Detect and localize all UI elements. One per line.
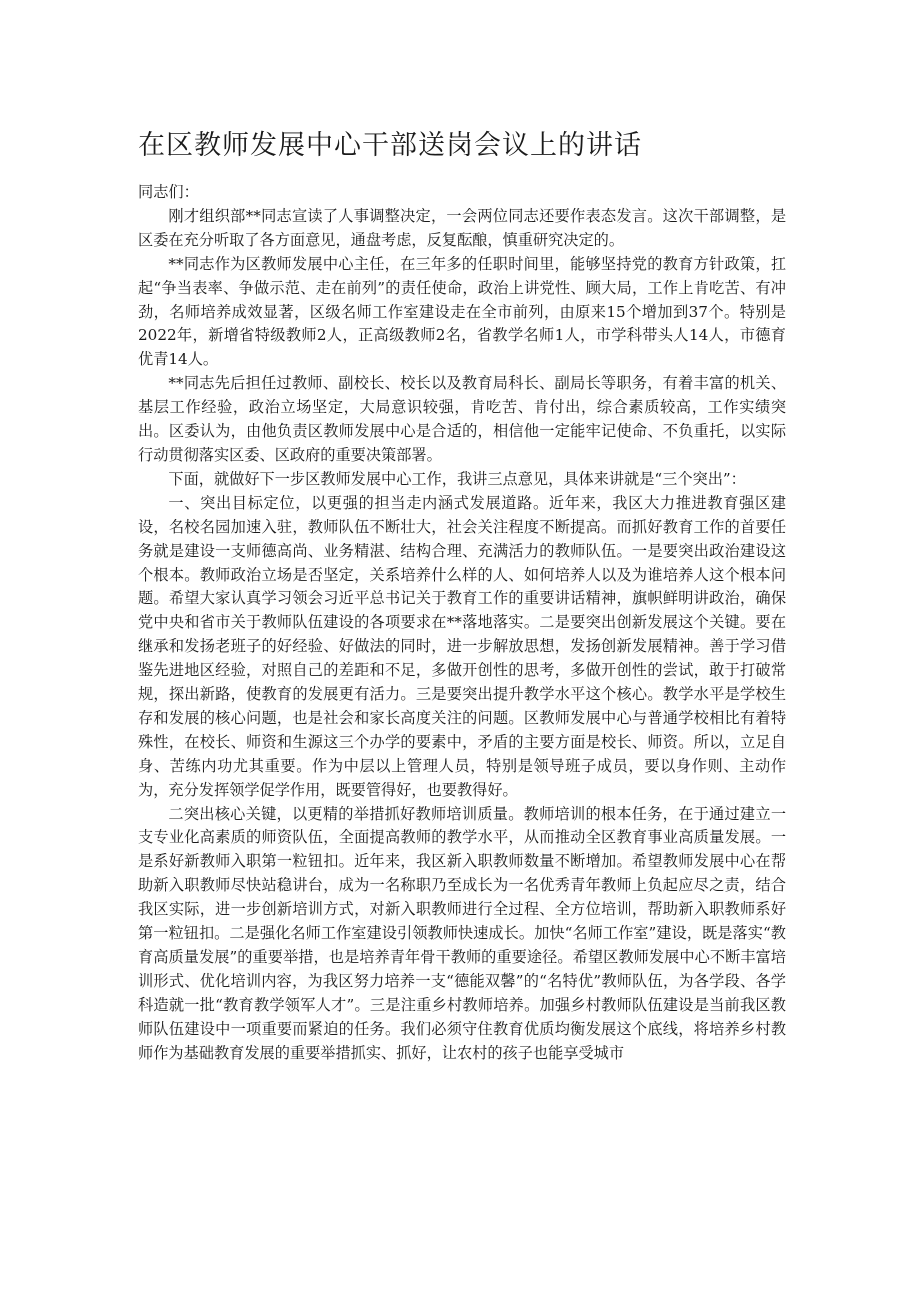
salutation: 同志们： <box>138 183 199 201</box>
paragraph-1: 刚才组织部**同志宣读了人事调整决定，一会两位同志还要作表态发言。这次干部调整，是区委在充分听取了各方面意见，通盘考虑，反复酝酿，慎重研究决定的。 <box>138 206 786 249</box>
document-title: 在区教师发展中心干部送岗会议上的讲话 <box>138 130 642 161</box>
paragraph-4: 下面，就做好下一步区教师发展中心工作，我讲三点意见，具体来讲就是“三个突出”： <box>168 469 746 488</box>
paragraph-2: **同志作为区教师发展中心主任，在三年多的任职时间里，能够坚持党的教育方针政策，扛起“争当表率、争做示范、走在前列”的责任使命，政治上讲党性、顾大局，工作上肯吃苦、有冲劲，名师培养成效显著，区级名师工作室建设走在全市前列，由原来15个增加到37个。特别是2022年，新增省特级教师2人，正高级教师2名，省教学名师1人，市学科带头人14人，市德育优青14人。 <box>138 254 786 369</box>
document-body <box>138 181 786 1066</box>
paragraph-6: 二突出核心关键，以更精的举措抓好教师培训质量。教师培训的根本任务，在于通过建立一支专业化高素质的师资队伍，全面提高教师的教学水平，从而推动全区教育事业高质量发展。一是系好新教师入职第一粒钮扣。近年来，我区新入职教师数量不断增加。希望教师发展中心在帮助新入职教师尽快站稳讲台，成为一名称职乃至成长为一名优秀青年教师上负起应尽之责，结合我区实际，进一步创新培训方式，对新入职教师进行全过程、全方位培训，帮助新入职教师系好第一粒钮扣。二是强化名师工作室建设引领教师快速成长。加快“名师工作室”建设，既是落实“教育高质量发展”的重要举措，也是培养青年骨干教师的重要途径。希望区教师发展中心不断丰富培训形式、优化培训内容，为我区努力培养一支“德能双馨”的“名特优”教师队伍，为各学段、各学科造就一批“教育教学领军人才”。三是注重乡村教师培养。加强乡村教师队伍建设是当前我区教师队伍建设中一项重要而紧迫的任务。我们必须守住教育优质均衡发展这个底线，将培养乡村教师作为基础教育发展的重要举措抓实、抓好，让农村的孩子也能享受城市 <box>138 804 786 1062</box>
paragraph-3: **同志先后担任过教师、副校长、校长以及教育局科长、副局长等职务，有着丰富的机关、基层工作经验，政治立场坚定，大局意识较强，肯吃苦、肯付出，综合素质较高，工作实绩突出。区委认为，由他负责区教师发展中心是合适的，相信他一定能牢记使命、不负重托，以实际行动贯彻落实区委、区政府的重要决策部署。 <box>138 374 786 464</box>
paragraph-5: 一、突出目标定位，以更强的担当走内涵式发展道路。近年来，我区大力推进教育强区建设，名校名园加速入驻，教师队伍不断壮大，社会关注程度不断提高。而抓好教育工作的首要任务就是建设一支师德高尚、业务精湛、结构合理、充满活力的教师队伍。一是要突出政治建设这个根本。教师政治立场是否坚定，关系培养什么样的人、如何培养人以及为谁培养人这个根本问题。希望大家认真学习领会习近平总书记关于教育工作的重要讲话精神，旗帜鲜明讲政治，确保党中央和省市关于教师队伍建设的各项要求在**落地落实。二是要突出创新发展这个关键。要在继承和发扬老班子的好经验、好做法的同时，进一步解放思想，发扬创新发展精神。善于学习借鉴先进地区经验，对照自己的差距和不足，多做开创性的思考，多做开创性的尝试，敢于打破常规，探出新路，使教育的发展更有活力。三是要突出提升教学水平这个核心。教学水平是学校生存和发展的核心问题，也是社会和家长高度关注的问题。区教师发展中心与普通学校相比有着特殊性，在校长、师资和生源这三个办学的要素中，矛盾的主要方面是校长、师资。所以，立足自身、苦练内功尤其重要。作为中层以上管理人员，特别是领导班子成员，要以身作则、主动作为，充分发挥领学促学作用，既要管得好，也要教得好。 <box>138 493 786 799</box>
